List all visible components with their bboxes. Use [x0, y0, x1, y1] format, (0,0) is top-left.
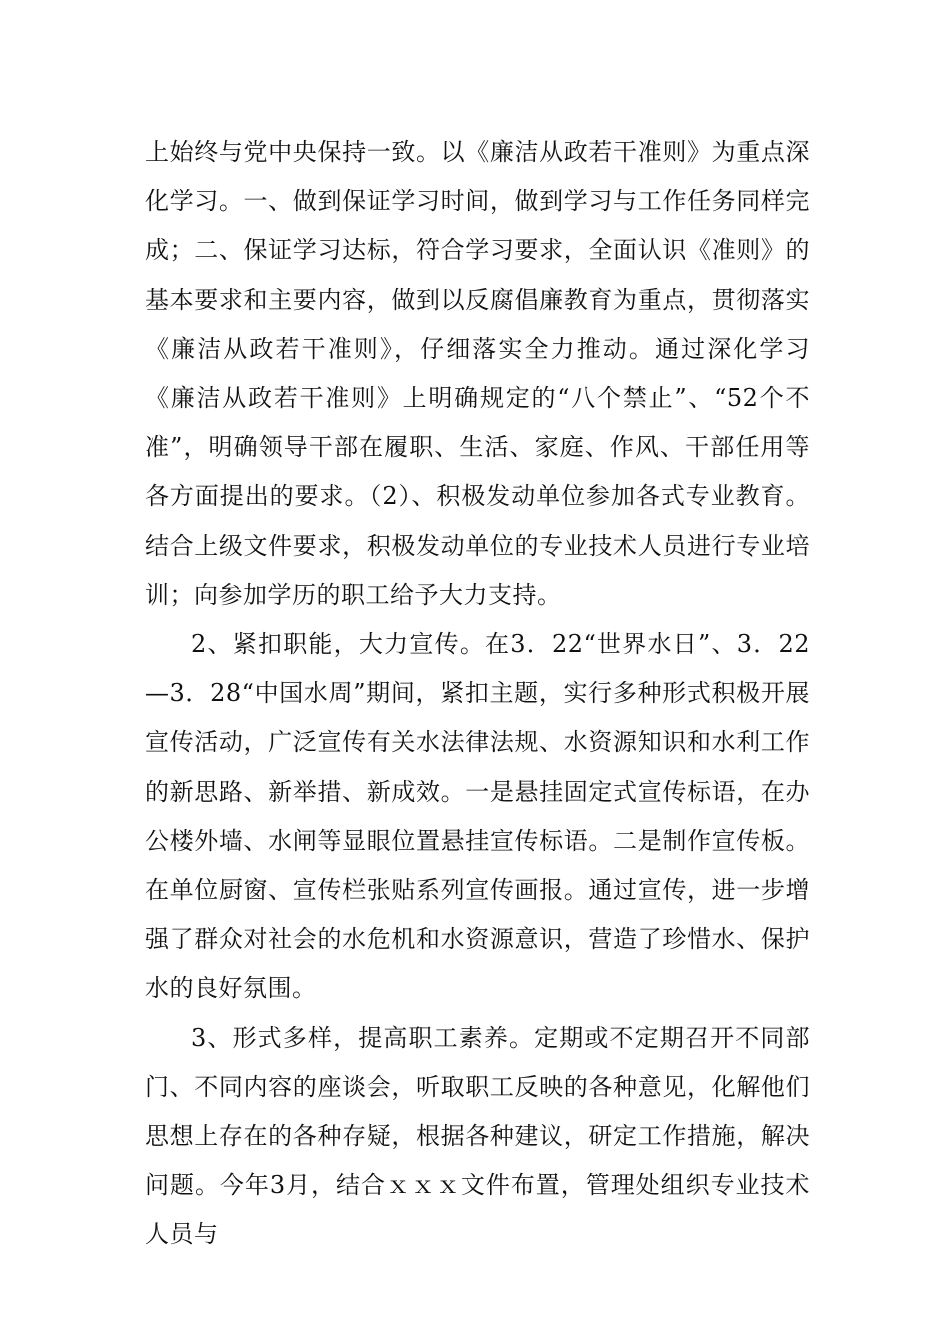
paragraph-3: 3、形式多样，提高职工素养。定期或不定期召开不同部门、不同内容的座谈会，听取职工反映的各种意见，化解他们思想上存在的各种存疑，根据各种建议，研定工作措施，解决问题。今年3月，结合ｘｘｘ文件布置，管理处组织专业技术人员与	[145, 1023, 810, 1249]
paragraph-1: 上始终与党中央保持一致。以《廉洁从政若干准则》为重点深化学习。一、做到保证学习时间，做到学习与工作任务同样完成；二、保证学习达标，符合学习要求，全面认识《准则》的基本要求和主要内容，做到以反腐倡廉教育为重点，贯彻落实《廉洁从政若干准则》，仔细落实全力推动。通过深化学习《廉洁从政若干准则》上明确规定的“八个禁止”、“52个不准”，明确领导干部在履职、生活、家庭、作风、干部任用等各方面提出的要求。（2）、积极发动单位参加各式专业教育。结合上级文件要求，积极发动单位的专业技术人员进行专业培训；向参加学历的职工给予大力支持。	[145, 138, 810, 609]
paragraph-2: 2、紧扣职能，大力宣传。在3．22“世界水日”、3．22—3．28“中国水周”期间，紧扣主题，实行多种形式积极开展宣传活动，广泛宣传有关水法律法规、水资源知识和水利工作的新思路、新举措、新成效。一是悬挂固定式宣传标语，在办公楼外墙、水闸等显眼位置悬挂宣传标语。二是制作宣传板。在单位厨窗、宣传栏张贴系列宣传画报。通过宣传，进一步增强了群众对社会的水危机和水资源意识，营造了珍惜水、保护水的良好氛围。	[145, 630, 810, 1003]
document-body	[145, 128, 810, 1260]
